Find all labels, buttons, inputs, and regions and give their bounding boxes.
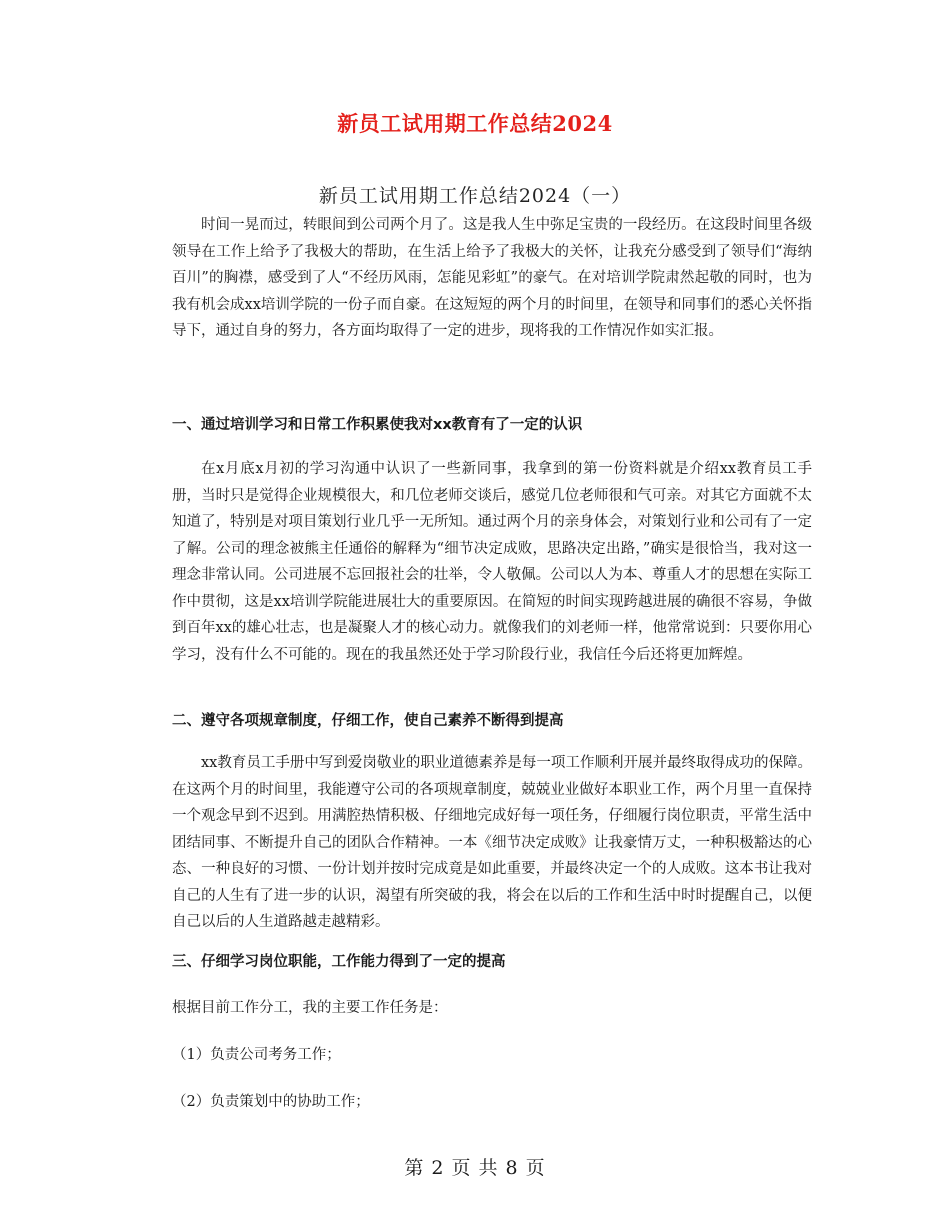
document-title: 新员工试用期工作总结2024 xyxy=(337,111,613,136)
section-2-heading: 二、遵守各项规章制度，仔细工作，使自己素养不断得到提高 xyxy=(172,713,564,729)
task-item-1: （1）负责公司考务工作； xyxy=(172,1047,341,1063)
section-2-paragraph: xx教育员工手册中写到爱岗敬业的职业道德素养是每一项工作顺利开展并最终取得成功的保障。在这两个月的时间里，我能遵守公司的各项规章制度，兢兢业业做好本职业工作，两个月里一直保持一个观念早到不迟到。用满腔热情积极、仔细地完成好每一项任务，仔细履行岗位职责，平常生活中团结同事、不断提升自己的团队合作精神。一本《细节决定成败》让我豪情万丈，一种积极豁达的心态、一种良好的习惯、一份计划并按时完成竟是如此重要，并最终决定一个的人成败。这本书让我对自己的人生有了进一步的认识，渴望有所突破的我，将会在以后的工作和生活中时时提醒自己，以便自己以后的人生道路越走越精彩。 xyxy=(172,755,812,930)
section-3-heading: 三、仔细学习岗位职能，工作能力得到了一定的提高 xyxy=(172,954,506,970)
page-number-footer: 第 2 页 共 8 页 xyxy=(404,1157,546,1179)
section-1-paragraph: 在x月底x月初的学习沟通中认识了一些新同事，我拿到的第一份资料就是介绍xx教育员工手册，当时只是觉得企业规模很大，和几位老师交谈后，感觉几位老师很和气可亲。对其它方面就不太知道了，特别是对项目策划行业几乎一无所知。通过两个月的亲身体会，对策划行业和公司有了一定了解。公司的理念被熊主任通俗的解释为“细节决定成败，思路决定出路，”确实是很恰当，我对这一理念非常认同。公司进展不忘回报社会的壮举，令人敬佩。公司以人为本、尊重人才的思想在实际工作中贯彻，这是xx培训学院能进展壮大的重要原因。在简短的时间实现跨越进展的确很不容易，争做到百年xx的雄心壮志，也是凝聚人才的核心动力。就像我们的刘老师一样，他常常说到：只要你用心学习，没有什么不可能的。现在的我虽然还处于学习阶段行业，我信任今后还将更加辉煌。 xyxy=(172,461,812,663)
document-subtitle: 新员工试用期工作总结2024（一） xyxy=(318,185,632,207)
intro-paragraph: 时间一晃而过，转眼间到公司两个月了。这是我人生中弥足宝贵的一段经历。在这段时间里各级领导在工作上给予了我极大的帮助，在生活上给予了我极大的关怀，让我充分感受到了领导们“海纳百川”的胸襟，感受到了人“不经历风雨，怎能见彩虹”的豪气。在对培训学院肃然起敬的同时，也为我有机会成xx培训学院的一份子而自豪。在这短短的两个月的时间里，在领导和同事们的悉心关怀指导下，通过自身的努力，各方面均取得了一定的进步，现将我的工作情况作如实汇报。 xyxy=(172,217,812,339)
task-item-2: （2）负责策划中的协助工作； xyxy=(172,1094,370,1110)
section-1-heading: 一、通过培训学习和日常工作积累使我对xx教育有了一定的认识 xyxy=(172,417,583,433)
section-3-intro: 根据目前工作分工，我的主要工作任务是： xyxy=(172,1000,448,1016)
